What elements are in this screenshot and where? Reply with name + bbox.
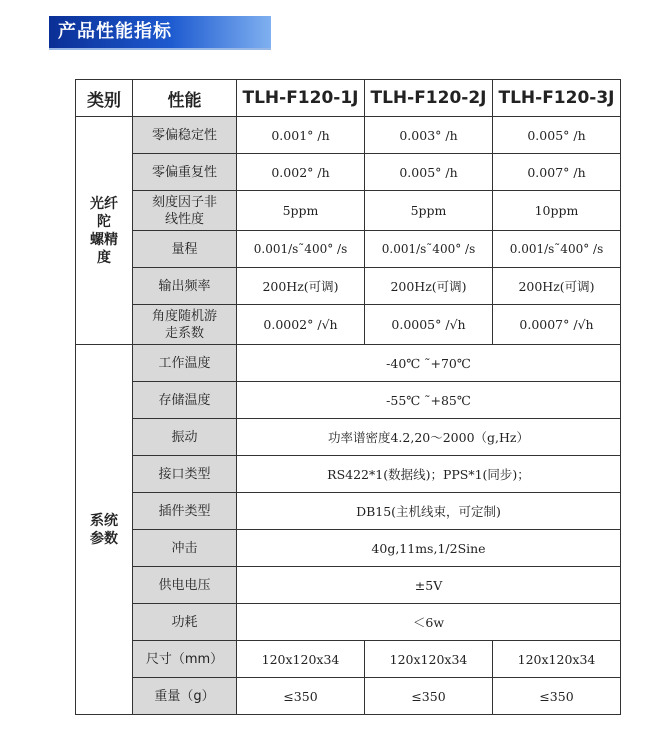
value-cell: 0.002° /h	[237, 154, 365, 191]
table-row	[76, 419, 621, 456]
property-cell: 存储温度	[133, 382, 237, 419]
category-gyro: 光纤 陀 螺精 度	[76, 117, 133, 345]
value-cell: 5ppm	[237, 191, 365, 231]
property-cell: 振动	[133, 419, 237, 456]
property-cell: 输出频率	[133, 268, 237, 305]
table-row	[76, 305, 621, 345]
table-row	[76, 345, 621, 382]
value-cell: 200Hz(可调)	[365, 268, 493, 305]
value-cell: 200Hz(可调)	[237, 268, 365, 305]
value-cell: ＜6w	[237, 604, 621, 641]
value-cell: 0.003° /h	[365, 117, 493, 154]
value-cell: 40g,11ms,1/2Sine	[237, 530, 621, 567]
section-title: 产品性能指标	[58, 21, 172, 42]
header-row	[76, 80, 621, 117]
value-cell: 120x120x34	[237, 641, 365, 678]
table-row	[76, 382, 621, 419]
header-cell: TLH-F120-2J	[365, 80, 493, 117]
section-title-banner	[49, 16, 271, 50]
table-row	[76, 567, 621, 604]
property-cell: 重量（g）	[133, 678, 237, 715]
value-cell: -55℃ ˜+85℃	[237, 382, 621, 419]
table-row	[76, 117, 621, 154]
value-cell: DB15(主机线束，可定制)	[237, 493, 621, 530]
value-cell: 5ppm	[365, 191, 493, 231]
table-row	[76, 456, 621, 493]
value-cell: -40℃ ˜+70℃	[237, 345, 621, 382]
table-row	[76, 604, 621, 641]
value-cell: 0.007° /h	[493, 154, 621, 191]
category-system: 系统 参数	[76, 345, 133, 715]
value-cell: 0.0007° /√h	[493, 305, 621, 345]
property-cell: 尺寸（mm）	[133, 641, 237, 678]
value-cell: 0.005° /h	[365, 154, 493, 191]
property-cell: 功耗	[133, 604, 237, 641]
value-cell: 0.001° /h	[237, 117, 365, 154]
table-row	[76, 191, 621, 231]
property-cell: 冲击	[133, 530, 237, 567]
header-cell: 类别	[76, 80, 133, 117]
property-cell: 插件类型	[133, 493, 237, 530]
value-cell: 0.001/s˜400° /s	[365, 231, 493, 268]
value-cell: 功率谱密度4.2,20～2000（g,Hz）	[237, 419, 621, 456]
value-cell: 10ppm	[493, 191, 621, 231]
value-cell: 120x120x34	[365, 641, 493, 678]
header-cell: TLH-F120-1J	[237, 80, 365, 117]
property-cell: 量程	[133, 231, 237, 268]
value-cell: 120x120x34	[493, 641, 621, 678]
value-cell: 0.0005° /√h	[365, 305, 493, 345]
property-cell: 零偏重复性	[133, 154, 237, 191]
table-row	[76, 154, 621, 191]
value-cell: ±5V	[237, 567, 621, 604]
header-cell: TLH-F120-3J	[493, 80, 621, 117]
property-cell: 刻度因子非 线性度	[133, 191, 237, 231]
table-row	[76, 231, 621, 268]
value-cell: ≤350	[365, 678, 493, 715]
value-cell: 0.0002° /√h	[237, 305, 365, 345]
table-row	[76, 493, 621, 530]
table-row	[76, 641, 621, 678]
property-cell: 角度随机游 走系数	[133, 305, 237, 345]
value-cell: 0.001/s˜400° /s	[237, 231, 365, 268]
value-cell: ≤350	[493, 678, 621, 715]
table-row	[76, 530, 621, 567]
property-cell: 工作温度	[133, 345, 237, 382]
header-cell: 性能	[133, 80, 237, 117]
value-cell: 0.001/s˜400° /s	[493, 231, 621, 268]
property-cell: 接口类型	[133, 456, 237, 493]
property-cell: 零偏稳定性	[133, 117, 237, 154]
value-cell: 200Hz(可调)	[493, 268, 621, 305]
value-cell: RS422*1(数据线)；PPS*1(同步)；	[237, 456, 621, 493]
value-cell: ≤350	[237, 678, 365, 715]
table-row	[76, 268, 621, 305]
value-cell: 0.005° /h	[493, 117, 621, 154]
spec-table	[75, 79, 621, 715]
property-cell: 供电电压	[133, 567, 237, 604]
table-row	[76, 678, 621, 715]
